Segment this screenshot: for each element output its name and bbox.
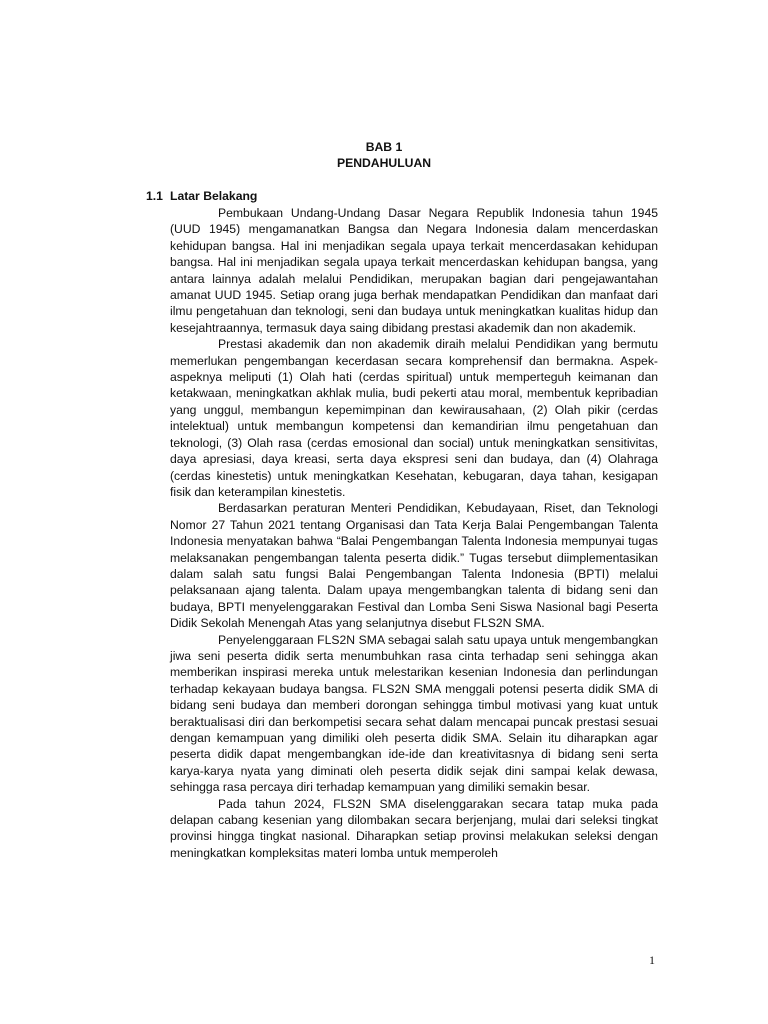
page-number: 1 [649, 953, 655, 967]
paragraph: Penyelenggaraan FLS2N SMA sebagai salah satu upaya untuk mengembangkan jiwa seni peserta didik serta menumbuhkan rasa cinta terhadap seni sehingga akan memberikan inspirasi mereka untuk melestarikan kesenian Indonesia dan perlindungan terhadap kekayaan budaya bangsa. FLS2N SMA menggali potensi peserta didik SMA di bidang seni budaya dan memberi dorongan sehingga timbul motivasi yang kuat untuk beraktualisasi diri dan berkompetisi secara sehat dalam mencapai puncak prestasi sesuai dengan kemampuan yang dimiliki oleh peserta didik SMA. Selain itu diharapkan agar peserta didik dapat mengembangkan ide-ide dan kreativitasnya di bidang seni serta karya-karya nyata yang diminati oleh peserta didik sejak dini sampai kelak dewasa, sehingga rasa percaya diri terhadap kemampuan yang dimiliki semakin besar. [170, 632, 658, 795]
chapter-label: BAB 1 [365, 140, 403, 154]
section-title: Latar Belakang [170, 189, 258, 203]
chapter-title: PENDAHULUAN [336, 156, 432, 170]
paragraph: Prestasi akademik dan non akademik diraih melalui Pendidikan yang bermutu memerlukan pengembangan kecerdasan secara komprehensif dan bermakna. Aspek-aspeknya meliputi (1) Olah hati (cerdas spiritual) untuk memperteguh keimanan dan ketakwaan, meningkatkan akhlak mulia, budi pekerti atau moral, membentuk kepribadian yang unggul, membangun kepemimpinan dan kewirausahaan, (2) Olah pikir (cerdas intelektual) untuk membangun kompetensi dan kemandirian ilmu pengetahuan dan teknologi, (3) Olah rasa (cerdas emosional dan social) untuk meningkatkan sensitivitas, daya apresiasi, daya kreasi, serta daya ekspresi seni dan budaya, dan (4) Olahraga (cerdas kinestetis) untuk meningkatkan Kesehatan, kebugaran, daya tahan, kesigapan fisik dan keterampilan kinestetis. [170, 337, 658, 499]
paragraph: Pada tahun 2024, FLS2N SMA diselenggarakan secara tatap muka pada delapan cabang kesenian yang dilombakan secara berjenjang, mulai dari seleksi tingkat provinsi hingga tingkat nasional. Diharapkan setiap provinsi melakukan seleksi dengan meningkatkan kompleksitas materi lomba untuk memperoleh [170, 796, 658, 860]
paragraph: Pembukaan Undang-Undang Dasar Negara Republik Indonesia tahun 1945 (UUD 1945) mengamanatkan Bangsa dan Negara Indonesia dalam mencerdaskan kehidupan bangsa. Hal ini menjadikan segala upaya terkait mencerdasakan kehidupan bangsa. Hal ini menjadikan segala upaya terkait mencerdaskan kehidupan bangsa, yang antara lainnya adalah melalui Pendidikan, merupakan bagian dari pengejawantahan amanat UUD 1945. Setiap orang juga berhak mendapatkan Pendidikan dan manfaat dari ilmu pengetahuan dan teknologi, seni dan budaya untuk meningkatkan kualitas hidup dan kesejahtraannya, termasuk daya saing dibidang prestasi akademik dan non akademik. [170, 206, 658, 335]
section-number: 1.1 [146, 189, 163, 203]
paragraph: Berdasarkan peraturan Menteri Pendidikan, Kebudayaan, Riset, dan Teknologi Nomor 27 Tahun 2021 tentang Organisasi dan Tata Kerja Balai Pengembangan Talenta Indonesia menyatakan bahwa “Balai Pengembangan Talenta Indonesia mempunyai tugas melaksanakan pengembangan talenta peserta didik.” Tugas tersebut diimplementasikan dalam salah satu fungsi Balai Pengembangan Talenta Indonesia (BPTI) melalui pelaksanaan ajang talenta. Dalam upaya mengembangkan talenta di bidang seni dan budaya, BPTI menyelenggarakan Festival dan Lomba Seni Siswa Nasional bagi Peserta Didik Sekolah Menengah Atas yang selanjutnya disebut FLS2N SMA. [170, 501, 658, 631]
body-text [170, 205, 658, 861]
